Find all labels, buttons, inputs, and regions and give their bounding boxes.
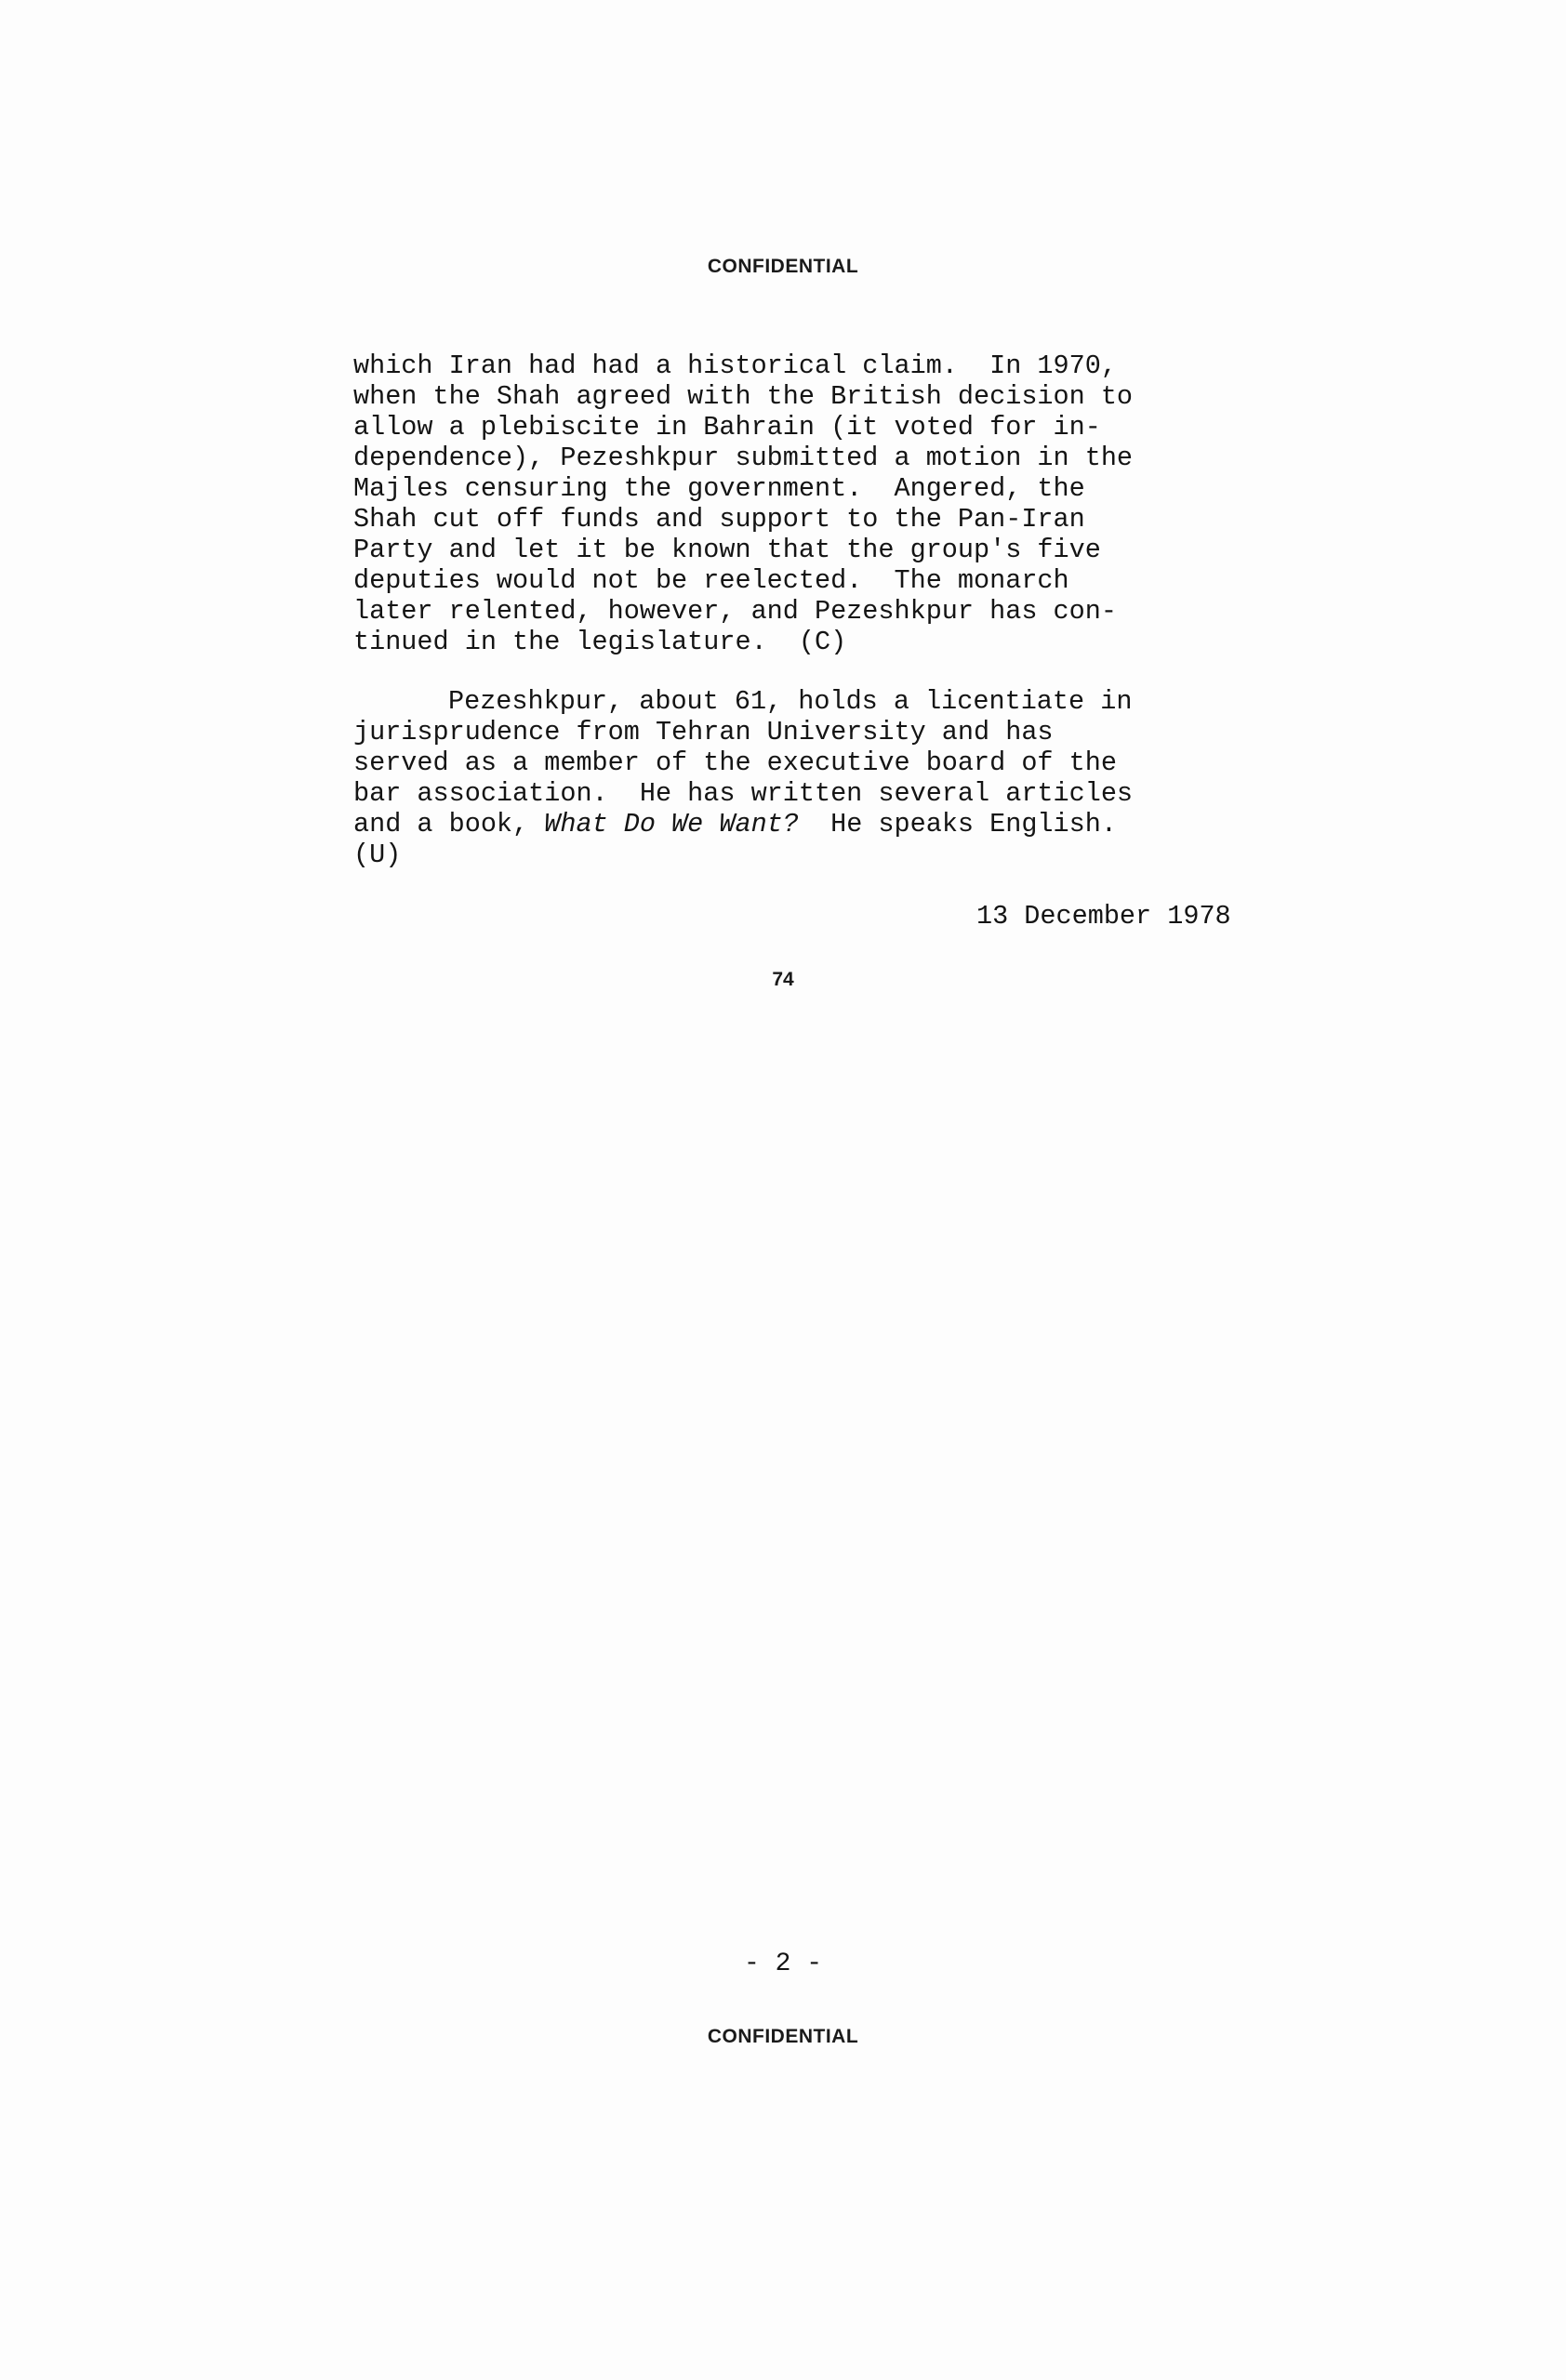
paragraph-1 bbox=[353, 350, 1283, 657]
page-marker: - 2 - bbox=[743, 1950, 822, 1978]
paragraph-1-line: later relented, however, and Pezeshkpur has con- bbox=[353, 596, 1117, 627]
paragraph-2-line: jurisprudence from Tehran University and has bbox=[353, 717, 1054, 747]
paragraph-2-line bbox=[353, 809, 1283, 840]
paragraph-2-line-start: and a book, bbox=[353, 809, 545, 840]
footer-classification: CONFIDENTIAL bbox=[707, 2026, 859, 2047]
paragraph-1-line: when the Shah agreed with the British decision to bbox=[353, 381, 1134, 412]
paragraph-1-line: allow a plebiscite in Bahrain (it voted for in- bbox=[353, 412, 1101, 443]
paragraph-1-line: deputies would not be reelected. The monarch bbox=[353, 565, 1069, 596]
paragraph-2-line: served as a member of the executive board of the bbox=[353, 747, 1117, 778]
paragraph-1-line: Shah cut off funds and support to the Pan-Iran bbox=[353, 504, 1085, 535]
paragraph-1-line: tinued in the legislature. (C) bbox=[353, 627, 847, 657]
paragraph-1-line: Majles censuring the government. Angered, the bbox=[353, 473, 1085, 504]
document-date: 13 December 1978 bbox=[976, 901, 1231, 932]
paragraph-2-line: bar association. He has written several articles bbox=[353, 778, 1134, 809]
paragraph-2-line-end: He speaks English. bbox=[798, 809, 1117, 840]
paragraph-1-line: dependence), Pezeshkpur submitted a motion in the bbox=[353, 443, 1134, 473]
paragraph-1-line: which Iran had had a historical claim. In 1970, bbox=[353, 350, 1117, 381]
paragraph-2-line: Pezeshkpur, about 61, holds a licentiate in bbox=[448, 686, 1133, 717]
paragraph-2 bbox=[353, 686, 1283, 870]
paragraph-1-line: Party and let it be known that the group's five bbox=[353, 535, 1101, 565]
page-number: 74 bbox=[772, 969, 794, 990]
book-title: What Do We Want? bbox=[544, 809, 799, 840]
paragraph-2-line: (U) bbox=[353, 840, 402, 870]
header-classification: CONFIDENTIAL bbox=[707, 256, 859, 277]
